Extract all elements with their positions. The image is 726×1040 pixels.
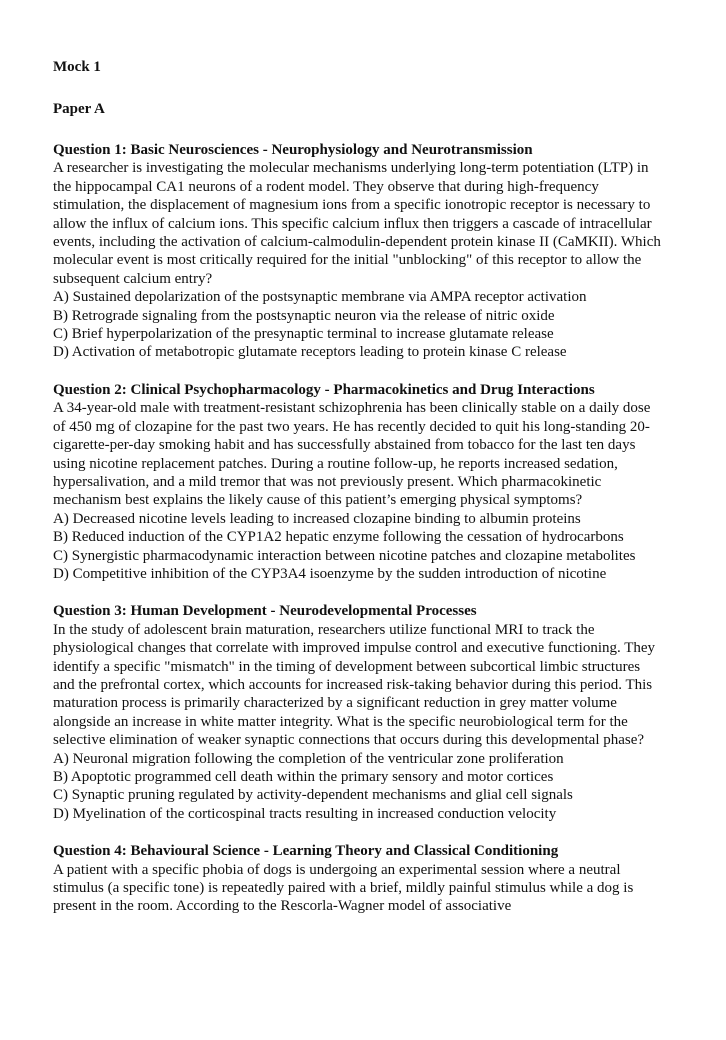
answer-option-c: C) Synergistic pharmacodynamic interaction between nicotine patches and clozapine metabolites [53, 547, 636, 564]
answer-option-a: A) Decreased nicotine levels leading to increased clozapine binding to albumin proteins [53, 510, 581, 527]
question-stem: In the study of adolescent brain maturation, researchers utilize functional MRI to track the physiological changes that correlate with improved impulse control and executive functioning. They identify a specific "mismatch" in the timing of development between subcortical limbic structures and the prefrontal cortex, which accounts for increased risk-taking behavior during this period. This maturation process is primarily characterized by a significant reduction in grey matter volume alongside an increase in white matter integrity. What is the specific neurobiological term for the selective elimination of weaker synaptic connections that occurs during this developmental phase? [53, 621, 656, 749]
question-heading: Question 3: Human Development - Neurodevelopmental Processes [53, 603, 477, 620]
question-stem: A patient with a specific phobia of dogs is undergoing an experimental session where a neutral stimulus (a specific tone) is repeatedly paired with a brief, mildly painful stimulus while a dog is present in the room. According to the Rescorla-Wagner model of associative [53, 861, 634, 915]
answer-option-c: C) Brief hyperpolarization of the presynaptic terminal to increase glutamate release [53, 326, 554, 343]
answer-option-d: D) Activation of metabotropic glutamate receptors leading to protein kinase C release [53, 344, 567, 361]
mock-title: Mock 1 [53, 59, 101, 75]
question-3 [53, 602, 663, 823]
answer-option-d: D) Competitive inhibition of the CYP3A4 isoenzyme by the sudden introduction of nicotine [53, 565, 607, 582]
question-heading: Question 1: Basic Neurosciences - Neurophysiology and Neurotransmission [53, 142, 533, 158]
question-stem: A researcher is investigating the molecular mechanisms underlying long-term potentiation (LTP) in the hippocampal CA1 neurons of a rodent model. They observe that during high-frequency stimulation, the displacement of magnesium ions from a specific ionotropic receptor is necessary to allow the influx of calcium ions. This specific calcium influx then triggers a cascade of intracellular events, including the activation of calcium-calmodulin-dependent protein kinase II (CaMKII). Which molecular event is most critically required for the initial "unblocking" of this receptor to allow the subsequent calcium entry? [53, 160, 661, 287]
answer-option-d: D) Myelination of the corticospinal tracts resulting in increased conduction velocity [53, 805, 557, 822]
question-1 [53, 141, 663, 362]
question-4 [53, 842, 663, 916]
answer-option-b: B) Apoptotic programmed cell death within the primary sensory and motor cortices [53, 769, 554, 785]
paper-title: Paper A [53, 101, 105, 117]
document-page [53, 58, 663, 935]
answer-option-a: A) Sustained depolarization of the postsynaptic membrane via AMPA receptor activation [53, 289, 587, 306]
answer-option-c: C) Synaptic pruning regulated by activity-dependent mechanisms and glial cell signals [53, 787, 573, 804]
answer-option-b: B) Retrograde signaling from the postsynaptic neuron via the release of nitric oxide [53, 307, 555, 324]
question-heading: Question 2: Clinical Psychopharmacology - Pharmacokinetics and Drug Interactions [53, 381, 595, 398]
answer-option-a: A) Neuronal migration following the completion of the ventricular zone proliferation [53, 750, 564, 767]
question-stem: A 34-year-old male with treatment-resistant schizophrenia has been clinically stable on a daily dose of 450 mg of clozapine for the past two years. He has recently decided to quit his long-standing 20-cigarette-per-day smoking habit and has successfully abstained from tobacco for the last ten days using nicotine replacement patches. During a routine follow-up, he reports increased sedation, hypersalivation, and a mild tremor that was not previously present. Which pharmacokinetic mechanism best explains the likely cause of this patient’s emerging physical symptoms? [53, 400, 651, 509]
question-heading: Question 4: Behavioural Science - Learning Theory and Classical Conditioning [53, 843, 559, 860]
question-2 [53, 381, 663, 583]
answer-option-b: B) Reduced induction of the CYP1A2 hepatic enzyme following the cessation of hydrocarbons [53, 529, 624, 546]
